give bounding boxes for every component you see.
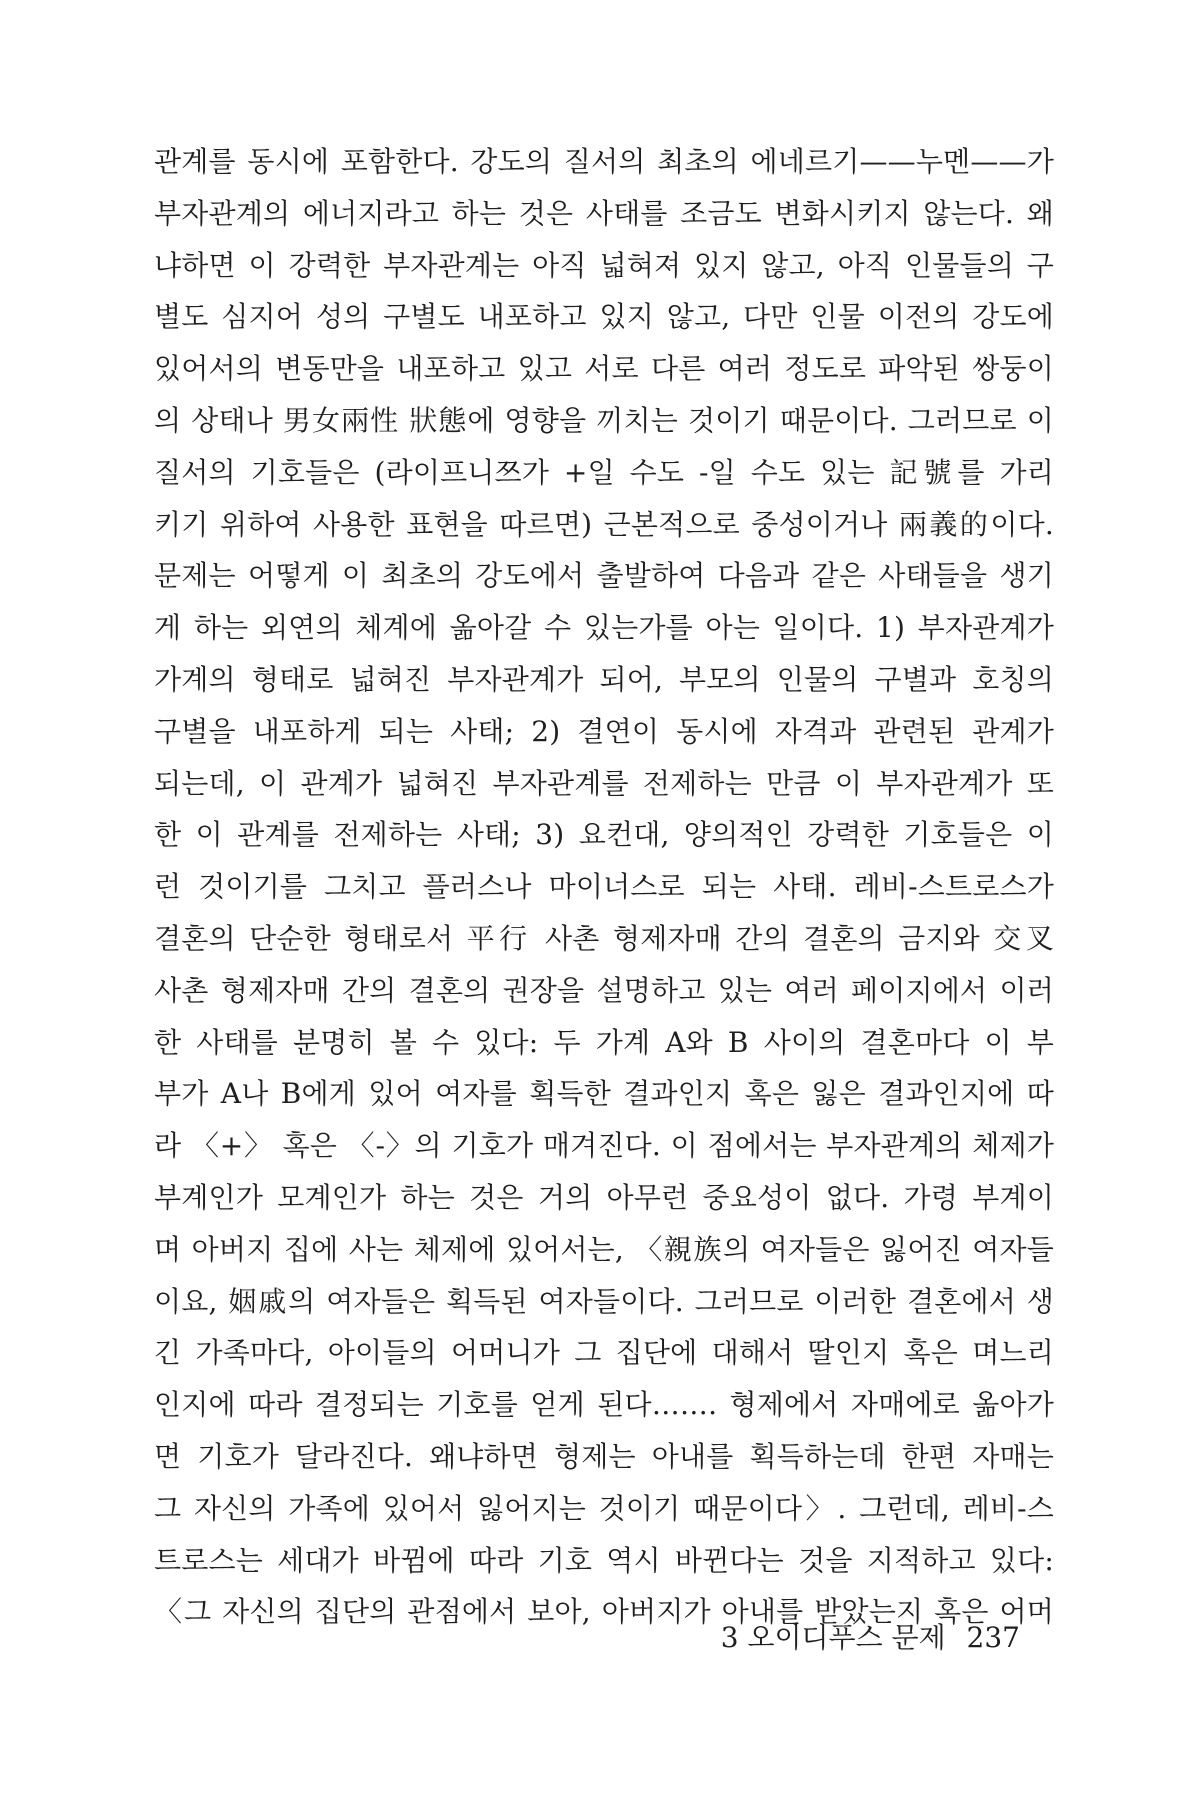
text-line-12: 구별을 내포하게 되는 사태; 2) 결연이 동시에 자격과 관련된 관계가 — [154, 714, 1054, 748]
page-footer — [721, 1618, 1020, 1658]
page-number: 237 — [966, 1621, 1020, 1654]
text-line-21: 부계인가 모계인가 하는 것은 거의 아무런 중요성이 없다. 가령 부계이 — [154, 1180, 1054, 1214]
text-line-11: 가계의 형태로 넓혀진 부자관계가 되어, 부모의 인물의 구별과 호칭의 — [154, 662, 1054, 696]
text-line-3: 냐하면 이 강력한 부자관계는 아직 넓혀져 있지 않고, 아직 인물들의 구 — [154, 248, 1054, 282]
text-line-19: 부가 A나 B에게 있어 여자를 획득한 결과인지 혹은 잃은 결과인지에 따 — [154, 1077, 1054, 1111]
text-line-28: 트로스는 세대가 바뀜에 따라 기호 역시 바뀐다는 것을 지적하고 있다: — [154, 1543, 1054, 1577]
text-line-9: 문제는 어떻게 이 최초의 강도에서 출발하여 다음과 같은 사태들을 생기 — [154, 559, 1054, 593]
text-line-25: 인지에 따라 결정되는 기호를 얻게 된다……. 형제에서 자매에로 옮아가 — [154, 1388, 1054, 1422]
text-line-18: 한 사태를 분명히 볼 수 있다: 두 가계 A와 B 사이의 결혼마다 이 부 — [154, 1025, 1054, 1059]
text-line-14: 한 이 관계를 전제하는 사태; 3) 요컨대, 양의적인 강력한 기호들은 이 — [154, 818, 1054, 852]
running-footer-chapter: 3 오이디푸스 문제 — [720, 1621, 946, 1654]
text-line-6: 의 상태나 男女兩性 狀態에 영향을 끼치는 것이기 때문이다. 그러므로 이 — [154, 403, 1054, 437]
text-line-13: 되는데, 이 관계가 넓혀진 부자관계를 전제하는 만큼 이 부자관계가 또 — [154, 766, 1054, 800]
text-line-8: 키기 위하여 사용한 표현을 따르면) 근본적으로 중성이거나 兩義的이다. — [154, 507, 1054, 541]
text-line-4: 별도 심지어 성의 구별도 내포하고 있지 않고, 다만 인물 이전의 강도에 — [154, 300, 1054, 334]
text-line-24: 긴 가족마다, 아이들의 어머니가 그 집단에 대해서 딸인지 혹은 며느리 — [154, 1336, 1054, 1370]
text-line-15: 런 것이기를 그치고 플러스나 마이너스로 되는 사태. 레비-스트로스가 — [154, 870, 1054, 904]
text-line-10: 게 하는 외연의 체계에 옮아갈 수 있는가를 아는 일이다. 1) 부자관계가 — [154, 611, 1054, 645]
text-line-29: 〈그 자신의 집단의 관점에서 보아, 아버지가 아내를 받았는지 혹은 어머 — [154, 1595, 1054, 1629]
text-line-22: 며 아버지 집에 사는 체제에 있어서는, 〈親族의 여자들은 잃어진 여자들 — [154, 1232, 1054, 1266]
text-line-5: 있어서의 변동만을 내포하고 있고 서로 다른 여러 정도로 파악된 쌍둥이 — [154, 352, 1054, 386]
body-text — [154, 136, 1054, 1638]
text-line-23: 이요, 姻戚의 여자들은 획득된 여자들이다. 그러므로 이러한 결혼에서 생 — [154, 1284, 1054, 1318]
text-line-20: 라 〈+〉 혹은 〈-〉의 기호가 매겨진다. 이 점에서는 부자관계의 체제가 — [154, 1129, 1054, 1163]
text-line-27: 그 자신의 가족에 있어서 잃어지는 것이기 때문이다〉. 그런데, 레비-스 — [154, 1491, 1054, 1525]
text-line-7: 질서의 기호들은 (라이프니쯔가 +일 수도 -일 수도 있는 記號를 가리 — [154, 455, 1054, 489]
text-line-17: 사촌 형제자매 간의 결혼의 권장을 설명하고 있는 여러 페이지에서 이러 — [154, 973, 1054, 1007]
text-line-1: 관계를 동시에 포함한다. 강도의 질서의 최초의 에네르기——누멘——가 — [154, 145, 1054, 178]
text-line-26: 면 기호가 달라진다. 왜냐하면 형제는 아내를 획득하는데 한편 자매는 — [154, 1439, 1054, 1473]
text-line-2: 부자관계의 에너지라고 하는 것은 사태를 조금도 변화시키지 않는다. 왜 — [154, 196, 1054, 230]
text-line-16: 결혼의 단순한 형태로서 平行 사촌 형제자매 간의 결혼의 금지와 交叉 — [154, 921, 1054, 955]
